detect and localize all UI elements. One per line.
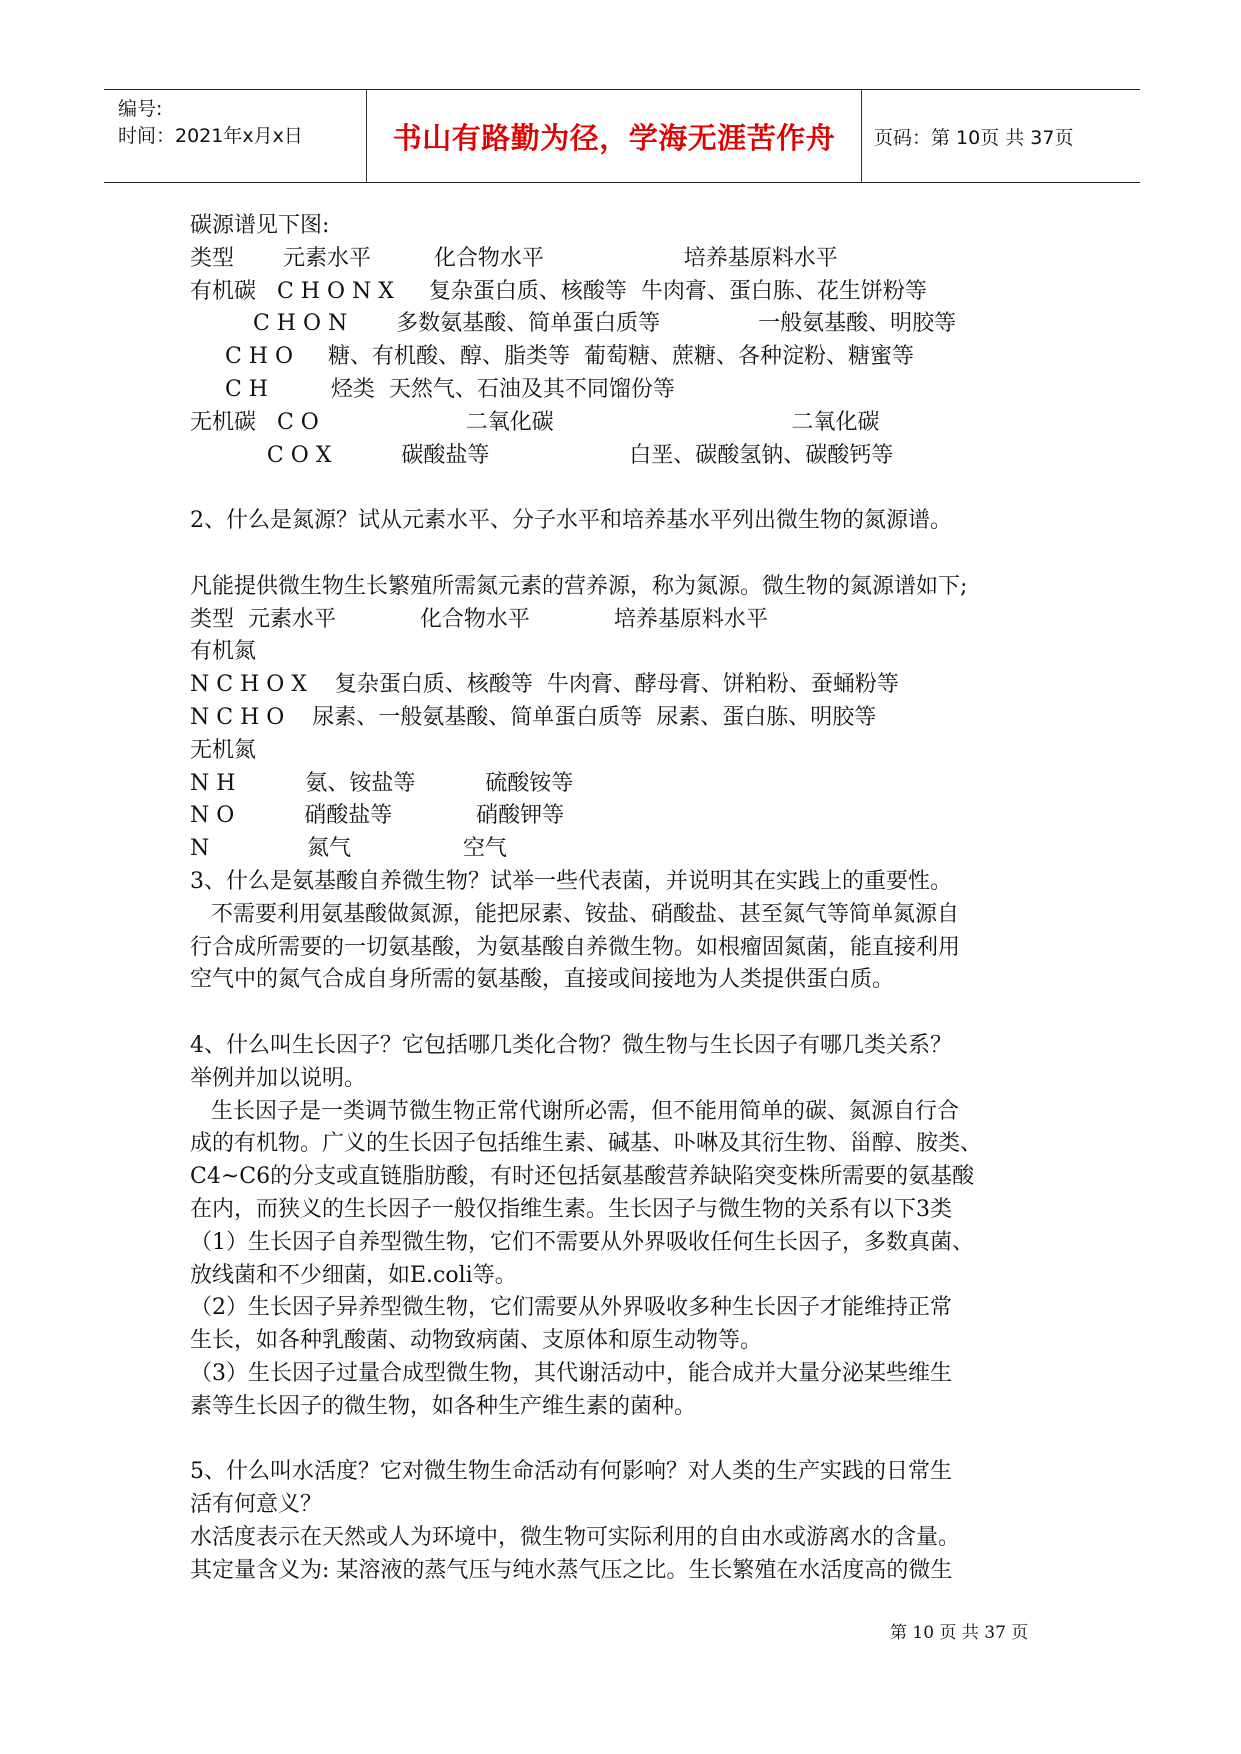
document-body (190, 210, 1090, 1587)
text-line: N C H O X 复杂蛋白质、核酸等 牛肉膏、酵母膏、饼粕粉、蚕蛹粉等 (190, 672, 899, 698)
text-line: 其定量含义为: 某溶液的蒸气压与纯水蒸气压之比。生长繁殖在水活度高的微生 (190, 1557, 953, 1583)
text-line: 5、什么叫水活度？它对微生物生命活动有何影响？对人类的生产实践的日常生 (190, 1459, 952, 1485)
text-line: N C H O 尿素、一般氨基酸、简单蛋白质等 尿素、蛋白胨、明胶等 (190, 704, 877, 730)
blank-line (190, 1423, 1090, 1456)
text-line: 生长因子是一类调节微生物正常代谢所必需，但不能用简单的碳、氮源自行合 (190, 1098, 959, 1124)
text-line: （2）生长因子异养型微生物，它们需要从外界吸收多种生长因子才能维持正常 (190, 1295, 952, 1321)
text-line: 无机氮 (190, 737, 257, 763)
header-motto-cell (366, 90, 862, 182)
text-line: 无机碳 C O 二氧化碳 二氧化碳 (190, 409, 880, 435)
text-line: 4、什么叫生长因子？它包括哪几类化合物？微生物与生长因子有哪几类关系？ (190, 1032, 952, 1058)
text-line: 在内，而狭义的生长因子一般仅指维生素。生长因子与微生物的关系有以下3类 (190, 1196, 952, 1222)
text-line: 空气中的氮气合成自身所需的氨基酸，直接或间接地为人类提供蛋白质。 (190, 967, 895, 993)
text-line: 成的有机物。广义的生长因子包括维生素、碱基、卟啉及其衍生物、甾醇、胺类、 (190, 1131, 983, 1157)
page-footer: 第 10 页 共 37 页 (890, 1623, 1029, 1643)
text-line: 行合成所需要的一切氨基酸，为氨基酸自养微生物。如根瘤固氮菌，能直接利用 (190, 934, 961, 960)
page-label: 页码：第 10页 共 37页 (874, 126, 1074, 149)
blank-line (190, 997, 1090, 1030)
text-line: 放线菌和不少细菌，如E.coli等。 (190, 1262, 517, 1288)
text-line: 活有何意义？ (190, 1492, 323, 1518)
text-line: （1）生长因子自养型微生物，它们不需要从外界吸收任何生长因子，多数真菌、 (190, 1229, 974, 1255)
text-line: 碳源谱见下图: (190, 213, 330, 238)
text-line: 2、什么是氮源？试从元素水平、分子水平和培养基水平列出微生物的氮源谱。 (190, 508, 952, 534)
text-line: 生长，如各种乳酸菌、动物致病菌、支原体和原生动物等。 (190, 1328, 763, 1354)
text-line: 3、什么是氨基酸自养微生物？试举一些代表菌，并说明其在实践上的重要性。 (190, 868, 952, 894)
time-label: 时间：2021年x月x日 (118, 125, 303, 147)
text-line: 水活度表示在天然或人为环境中，微生物可实际利用的自由水或游离水的含量。 (190, 1524, 961, 1550)
text-line: 有机氮 (190, 639, 257, 665)
text-line: C H O N 多数氨基酸、简单蛋白质等 一般氨基酸、明胶等 (190, 311, 957, 337)
page-header (104, 89, 1140, 183)
text-line: 凡能提供微生物生长繁殖所需氮元素的营养源，称为氮源。微生物的氮源谱如下; (190, 573, 968, 599)
text-line: C H O 糖、有机酸、醇、脂类等 葡萄糖、蔗糖、各种淀粉、糖蜜等 (190, 344, 914, 370)
text-line: 举例并加以说明。 (190, 1065, 367, 1091)
blank-line (190, 538, 1090, 571)
text-line: 不需要利用氨基酸做氮源，能把尿素、铵盐、硝酸盐、甚至氮气等简单氮源自 (190, 901, 959, 927)
header-page-cell (860, 90, 1154, 182)
text-line: C4~C6的分支或直链脂肪酸，有时还包括氨基酸营养缺陷突变株所需要的氨基酸 (190, 1164, 975, 1190)
text-line: C H 烃类 天然气、石油及其不同馏份等 (190, 376, 675, 402)
text-line: 素等生长因子的微生物，如各种生产维生素的菌种。 (190, 1393, 697, 1419)
text-line: N O 硝酸盐等 硝酸钾等 (190, 803, 565, 829)
text-line: N 氮气 空气 (190, 836, 508, 862)
blank-line (190, 472, 1090, 505)
text-line: C O X 碳酸盐等 白垩、碳酸氢钠、碳酸钙等 (190, 442, 894, 468)
text-line: 类型 元素水平 化合物水平 培养基原料水平 (190, 245, 838, 271)
header-meta (118, 90, 366, 188)
text-line: N H 氨、铵盐等 硫酸铵等 (190, 770, 574, 796)
motto: 书山有路勤为径，学海无涯苦作舟 (392, 120, 836, 155)
text-line: 有机碳 C H O N X 复杂蛋白质、核酸等 牛肉膏、蛋白胨、花生饼粉等 (190, 278, 927, 304)
text-line: （3）生长因子过量合成型微生物，其代谢活动中，能合成并大量分泌某些维生 (190, 1360, 952, 1386)
text-line: 类型 元素水平 化合物水平 培养基原料水平 (190, 606, 768, 632)
serial-label: 编号: (118, 98, 163, 120)
